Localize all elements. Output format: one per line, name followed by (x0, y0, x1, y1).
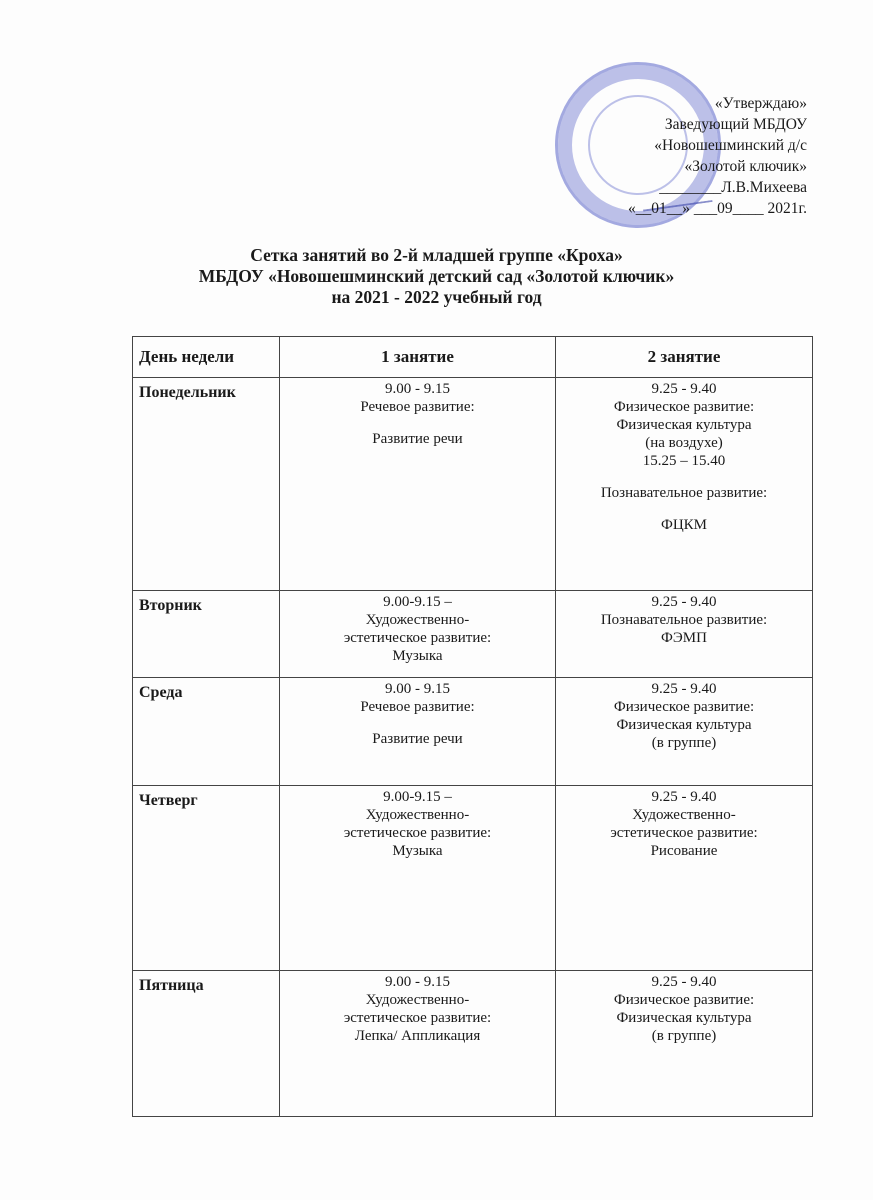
second-lesson-cell (556, 786, 813, 971)
second-lesson-cell (556, 971, 813, 1117)
lesson-line: 9.00-9.15 – (383, 594, 452, 610)
lesson-line: Физическое развитие: (613, 399, 755, 415)
lesson-line: 15.25 – 15.40 (642, 453, 726, 469)
lesson-line: Художественно- (365, 807, 470, 823)
day-cell: Четверг (133, 786, 280, 971)
lesson-line: эстетическое развитие: (343, 630, 492, 646)
lesson-line: ФЭМП (661, 630, 707, 646)
lesson-line: Физическая культура (616, 717, 752, 733)
day-cell: Понедельник (133, 378, 280, 591)
lesson-line: Физическое развитие: (613, 992, 755, 1008)
lesson-line: Лепка/ Аппликация (354, 1028, 481, 1044)
second-lesson-cell (556, 678, 813, 786)
lesson-line (280, 416, 555, 430)
approval-line: «__01__» ___09____ 2021г. (628, 200, 807, 217)
day-cell: Среда (133, 678, 280, 786)
lesson-line: 9.00 - 9.15 (385, 974, 450, 990)
first-lesson-cell (280, 678, 556, 786)
lesson-line: Художественно- (365, 612, 470, 628)
title-line: Сетка занятий во 2-й младшей группе «Кроха» (250, 245, 623, 265)
lesson-line: (в группе) (651, 735, 717, 751)
lesson-line: эстетическое развитие: (610, 825, 758, 841)
day-cell: Вторник (133, 591, 280, 678)
table-row (133, 591, 813, 678)
approval-block (628, 93, 807, 219)
table-row (133, 678, 813, 786)
document-title (0, 245, 873, 308)
lesson-line: Художественно- (365, 992, 470, 1008)
approval-line: ________Л.В.Михеева (659, 179, 807, 196)
first-lesson-cell (280, 378, 556, 591)
first-lesson-cell (280, 786, 556, 971)
lesson-line (280, 716, 555, 730)
lesson-line: 9.25 - 9.40 (651, 381, 717, 397)
lesson-line: Музыка (392, 648, 443, 664)
lesson-line (556, 502, 812, 516)
first-lesson-cell (280, 971, 556, 1117)
table-row (133, 378, 813, 591)
lesson-line: Физическое развитие: (613, 699, 755, 715)
lesson-line: эстетическое развитие: (343, 1010, 492, 1026)
second-lesson-cell (556, 591, 813, 678)
lesson-line: ФЦКМ (660, 517, 708, 533)
lesson-line: Речевое развитие: (360, 699, 475, 715)
lesson-line: Физическая культура (616, 1010, 752, 1026)
lesson-line: (в группе) (651, 1028, 717, 1044)
lesson-line: Речевое развитие: (360, 399, 475, 415)
lesson-line: (на воздухе) (645, 435, 723, 451)
lesson-line: 9.25 - 9.40 (651, 681, 717, 697)
approval-line: Заведующий МБДОУ (664, 116, 807, 133)
lesson-line: Развитие речи (372, 431, 463, 447)
lesson-line: Рисование (650, 843, 718, 859)
lesson-line: Художественно- (632, 807, 736, 823)
approval-line: «Новошешминский д/с (654, 137, 807, 154)
lesson-line (556, 470, 812, 484)
lesson-line: 9.25 - 9.40 (651, 594, 717, 610)
lesson-line: 9.00 - 9.15 (385, 381, 450, 397)
second-lesson-cell (556, 378, 813, 591)
lesson-line: Познавательное развитие: (600, 485, 768, 501)
lesson-line: Музыка (392, 843, 443, 859)
lesson-line: эстетическое развитие: (343, 825, 492, 841)
table-row (133, 971, 813, 1117)
header-day: День недели (133, 337, 280, 378)
lesson-line: 9.00 - 9.15 (385, 681, 450, 697)
table-row (133, 786, 813, 971)
title-line: на 2021 - 2022 учебный год (331, 287, 542, 307)
day-cell: Пятница (133, 971, 280, 1117)
approval-line: «Утверждаю» (714, 95, 807, 112)
approval-line: «Золотой ключик» (684, 158, 807, 175)
first-lesson-cell (280, 591, 556, 678)
lesson-line: Развитие речи (372, 731, 463, 747)
schedule-table (132, 336, 813, 1117)
header-first: 1 занятие (280, 337, 556, 378)
lesson-line: Физическая культура (616, 417, 752, 433)
lesson-line: Познавательное развитие: (600, 612, 768, 628)
lesson-line: 9.25 - 9.40 (651, 789, 717, 805)
lesson-line: 9.25 - 9.40 (651, 974, 717, 990)
lesson-line: 9.00-9.15 – (383, 789, 452, 805)
title-line: МБДОУ «Новошешминский детский сад «Золотой ключик» (198, 266, 675, 286)
header-second: 2 занятие (556, 337, 813, 378)
